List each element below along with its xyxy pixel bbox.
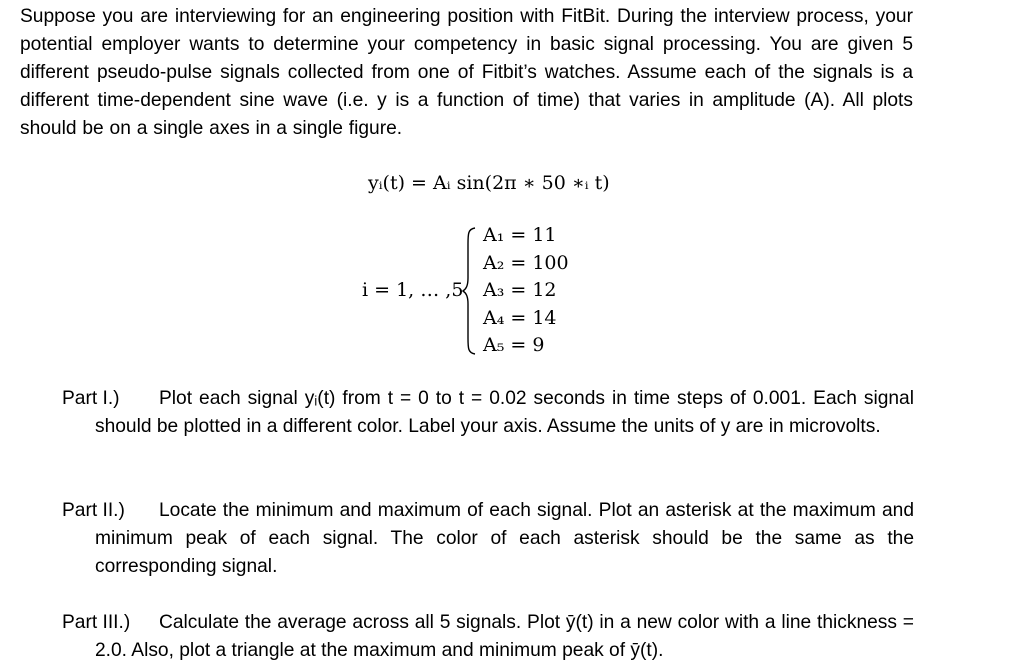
part-3 xyxy=(62,609,914,665)
index-range: i = 1, … ,5 xyxy=(362,279,464,301)
part-2-label: Part II.) xyxy=(62,500,125,521)
part-3-label: Part III.) xyxy=(62,612,131,633)
amplitude-list xyxy=(483,222,569,360)
part-1-label: Part I.) xyxy=(62,388,120,409)
left-brace-icon xyxy=(462,226,476,356)
amplitude-a1: A₁ = 11 xyxy=(483,224,557,246)
signal-formula: yᵢ(t) = Aᵢ sin(2π ∗ 50 ∗ᵢ t) xyxy=(368,172,610,194)
amplitude-a3: A₃ = 12 xyxy=(483,279,557,302)
intro-paragraph: Suppose you are interviewing for an engineering position with FitBit. During the interview process, your potential employer wants to determine your competency in basic signal processing. You are given 5 different pseudo-pulse signals collected from one of Fitbit’s watches. Assume each of the signals is a different time-dependent sine wave (i.e. y is a function of time) that varies in amplitude (A). All plots should be on a single axes in a single figure. xyxy=(20,6,913,139)
amplitude-a2: A₂ = 100 xyxy=(483,251,569,274)
amplitude-a5: A₅ = 9 xyxy=(483,334,545,357)
part-1-text: Plot each signal yᵢ(t) from t = 0 to t = 0.02 seconds in time steps of 0.001. Each signal should be plotted in a different color. Label your axis. Assume the units of y are in microvolts. xyxy=(95,388,914,437)
part-2 xyxy=(62,497,914,581)
amplitude-a4: A₄ = 14 xyxy=(483,306,557,329)
part-2-text: Locate the minimum and maximum of each signal. Plot an asterisk at the maximum and minimum peak of each signal. The color of each asterisk should be the same as the corresponding signal. xyxy=(95,500,914,577)
part-3-text: Calculate the average across all 5 signals. Plot ȳ(t) in a new color with a line thickness = 2.0. Also, plot a triangle at the maximum and minimum peak of ȳ(t). xyxy=(95,612,914,661)
part-1 xyxy=(62,385,914,441)
